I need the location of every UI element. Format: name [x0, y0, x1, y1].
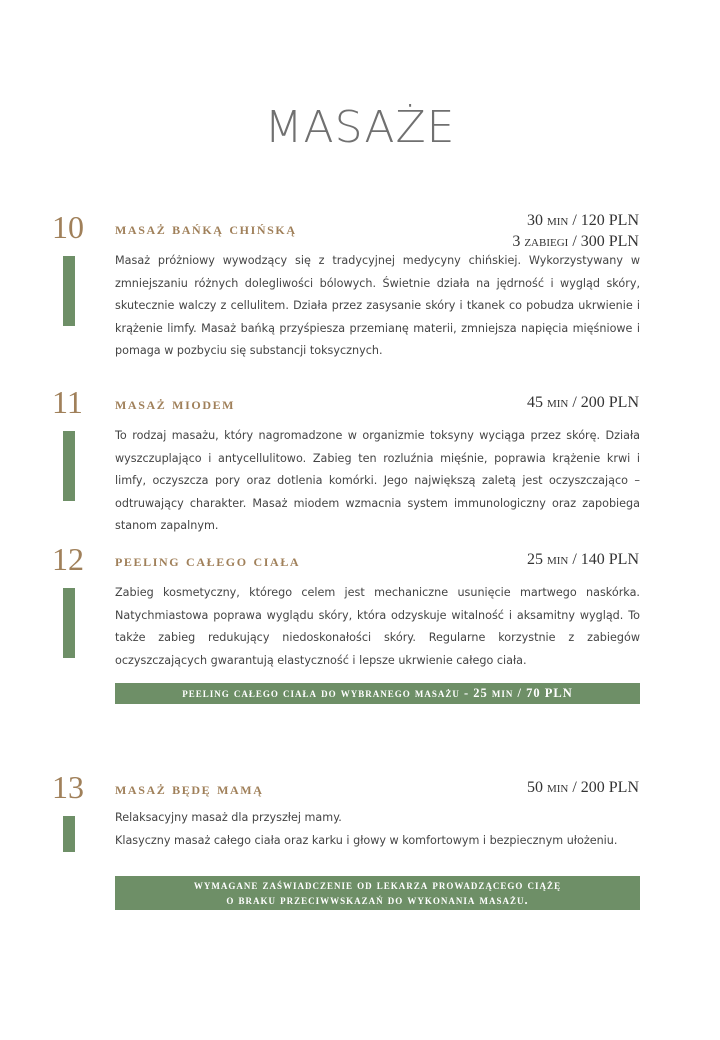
service-description: Zabieg kosmetyczny, którego celem jest mechaniczne usunięcie martwego naskórka. Natychmiastowa poprawa wyglądu skóry, która odzyskuje witalność i aksamitny wygląd. To także zabieg redukujący niedoskonałości skóry. Regularne korzystnie z zabiegów oczyszczających gwarantują elastyczność i lepsze ukrwienie całego ciała. — [115, 586, 640, 667]
price-line: 50 min / 200 PLN — [526, 779, 639, 796]
service-name: masaż miodem — [115, 394, 236, 413]
service-name: masaż będę mamą — [115, 779, 264, 798]
service-price — [512, 210, 639, 252]
banner-text: peeling całego ciała do wybranego masażu - 25 min / 70 PLN — [182, 686, 573, 700]
service-price — [527, 777, 639, 798]
accent-bar — [63, 256, 75, 326]
service-name: peeling całego ciała — [115, 551, 301, 570]
service-description: Masaż próżniowy wywodzący się z tradycyjnej medycyny chińskiej. Wykorzystywany w zmniejszaniu różnych dolegliwości bólowych. Świetnie działa na jędrność i wygląd skóry, skutecznie walczy z cellulitem. Działa przez zasysanie skóry i tkanek co pobudza ukrwienie i krążenie limfy. Masaż bańką przyśpiesza przemianę materii, zmniejsza napięcia mięśniowe i pomaga w pozbyciu się substancji toksycznych. — [115, 254, 640, 357]
banner-text: o braku przeciwwskazań do wykonania masażu. — [226, 893, 529, 907]
description-line: Relaksacyjny masaż dla przyszłej mamy. — [115, 811, 342, 824]
service-number: 11 — [52, 384, 83, 420]
service-price — [527, 392, 639, 413]
accent-bar — [63, 588, 75, 658]
price-line: 45 min / 200 PLN — [526, 394, 639, 411]
service-name: masaż bańką chińską — [115, 219, 297, 238]
price-line: 3 zabiegi / 300 PLN — [512, 233, 639, 250]
banner-text: wymagane zaświadczenie od lekarza prowadzącego ciążę — [193, 878, 562, 892]
price-line: 25 min / 140 PLN — [526, 551, 639, 568]
service-number: 13 — [52, 769, 84, 805]
service-description: To rodzaj masażu, który nagromadzone w organizmie toksyny wyciąga przez skórę. Działa wyszczuplająco i antycellulitowo. Zabieg ten rozluźnia mięśnie, poprawia krążenie krwi i limfy, oczyszcza pory oraz dotlenia komórki. Jego największą zaletą jest oczyszczająco – odtruwający charakter. Masaż miodem wzmacnia system immunologiczny oraz zapobiega stanom zapalnym. — [115, 429, 640, 532]
page-title: MASAŻE — [264, 102, 456, 153]
accent-bar — [63, 431, 75, 501]
info-banner — [115, 683, 640, 704]
service-number: 12 — [52, 541, 84, 577]
description-line: Klasyczny masaż całego ciała oraz karku i głowy w komfortowym i bezpiecznym ułożeniu. — [115, 833, 618, 847]
service-price — [527, 549, 639, 570]
price-line: 30 min / 120 PLN — [526, 212, 639, 229]
info-banner — [115, 876, 640, 910]
accent-bar — [63, 816, 75, 852]
service-number: 10 — [52, 209, 84, 245]
service-description — [115, 807, 640, 852]
